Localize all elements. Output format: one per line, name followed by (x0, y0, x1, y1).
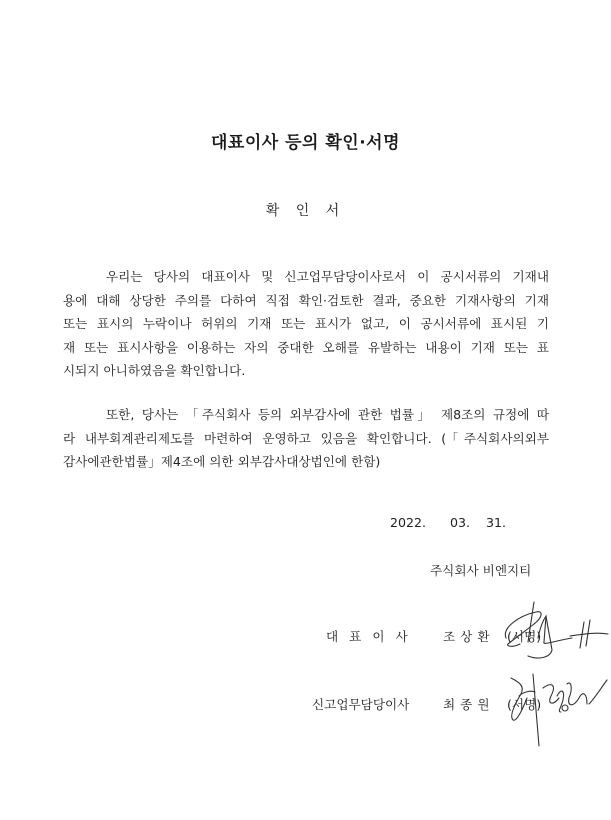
paragraph-line: 또는 표시의 누락이나 허위의 기재 또는 표시가 없고, 이 공시서류에 표시된 기 (63, 316, 549, 331)
sign-label: (서명) (507, 629, 542, 644)
signatory-role: 신고업무담당이사 (312, 697, 410, 712)
paragraph-line: 재 또는 표시사항을 이용하는 자의 중대한 오해를 유발하는 내용이 기재 또는 표 (63, 339, 549, 355)
confirmation-paragraph-1 (63, 265, 549, 383)
signatory-name: 최종원 (443, 697, 495, 712)
document-title: 대표이사 등의 확인·서명 (210, 133, 400, 153)
sign-label: (서명) (507, 697, 542, 712)
signatory-name: 조상환 (443, 629, 495, 644)
date-day: 31. (486, 515, 507, 530)
date-month: 03. (450, 515, 471, 530)
date-year: 2022. (390, 515, 427, 530)
signature-icon (498, 598, 611, 668)
document-date (390, 515, 506, 530)
paragraph-line: 또한, 당사는 「주식회사 등의 외부감사에 관한 법률」 제8조의 규정에 따 (106, 407, 549, 422)
company-name: 주식회사 비엔지티 (430, 563, 532, 578)
confirmation-paragraph-2 (63, 403, 549, 474)
paragraph-line: 시되지 아니하였음을 확인합니다. (63, 363, 246, 378)
paragraph-line: 용에 대해 상당한 주의를 다하여 직접 확인·검토한 결과, 중요한 기재사항의 기재 (63, 292, 549, 308)
paragraph-line: 우리는 당사의 대표이사 및 신고업무담당이사로서 이 공시서류의 기재내 (106, 269, 549, 284)
document-subtitle: 확 인 서 (265, 203, 346, 219)
signature-icon (505, 668, 611, 750)
signatory-role: 대표이사 (326, 629, 419, 644)
paragraph-line: 라 내부회계관리제도를 마련하여 운영하고 있음을 확인합니다. (「주식회사의외부 (63, 430, 549, 446)
paragraph-line: 감사에관한법률」제4조에 의한 외부감사대상법인에 한함) (63, 454, 381, 469)
